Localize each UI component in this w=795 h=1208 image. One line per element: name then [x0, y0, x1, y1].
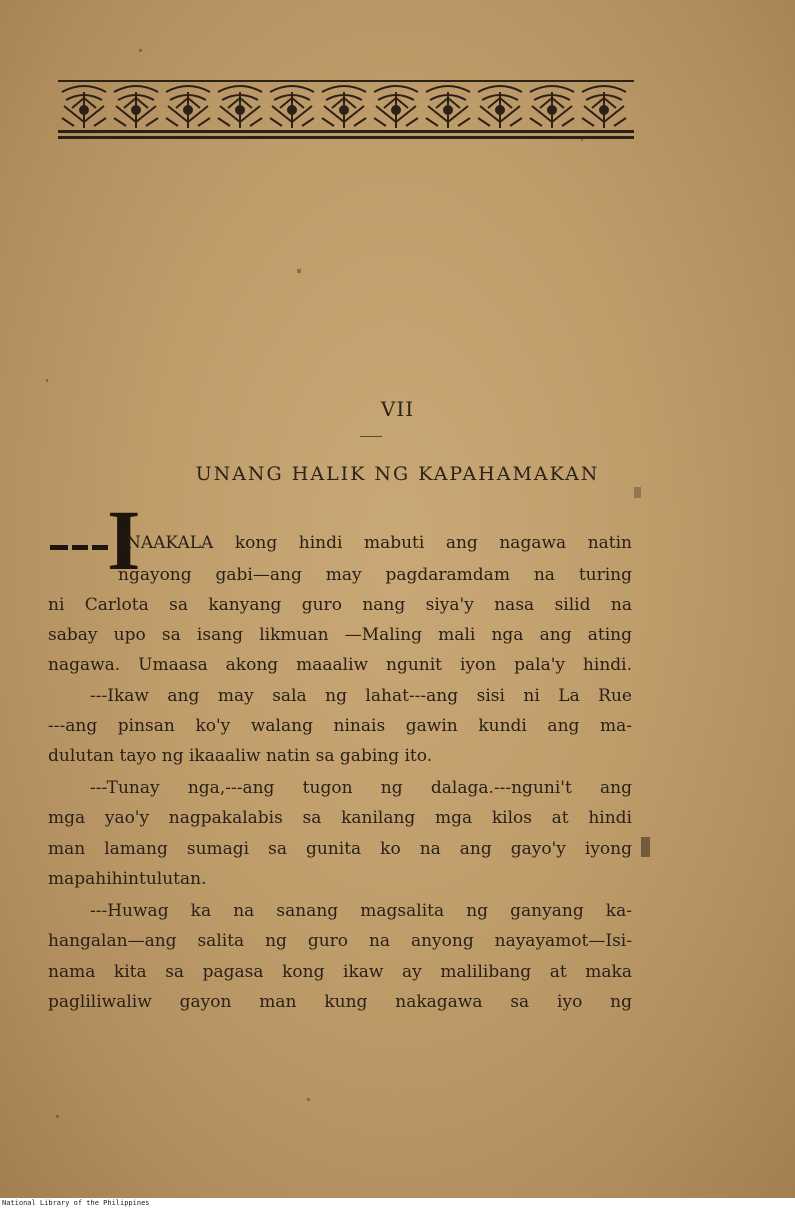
paper-speck — [634, 487, 641, 498]
drop-cap-rule — [50, 545, 68, 550]
text-line: ---Ikaw ang may sala ng lahat---ang sisi ni La Rue — [90, 686, 632, 706]
text-line: ---Tunay nga,---ang tugon ng dalaga.---nguni't ang — [90, 778, 632, 798]
text-line: pagliliwaliw gayon man kung nakagawa sa iyo ng — [48, 992, 632, 1012]
text-line: nama kita sa pagasa kong ikaw ay malilibang at maka — [48, 962, 632, 982]
text-line: ---Huwag ka na sanang magsalita ng ganyang ka- — [90, 901, 632, 921]
text-line: nagawa. Umaasa akong maaaliw ngunit iyon pala'y hindi. — [48, 655, 632, 675]
paper-speck — [641, 837, 650, 857]
text-line: man lamang sumagi sa gunita ko na ang gayo'y iyong — [48, 839, 632, 859]
paper-speck — [46, 379, 48, 382]
text-line: NAAKALA kong hindi mabuti ang nagawa natin — [126, 533, 632, 553]
paper-speck — [307, 1098, 310, 1101]
chapter-divider — [360, 436, 382, 437]
paper-speck — [297, 269, 301, 273]
chapter-number: VII — [380, 397, 415, 421]
text-line: mga yao'y nagpakalabis sa kanilang mga kilos at hindi — [48, 808, 632, 828]
paper-speck — [139, 49, 142, 52]
text-line: mapahihintulutan. — [48, 869, 207, 889]
drop-cap-rule — [72, 545, 88, 550]
drop-cap-rule — [92, 545, 108, 550]
footer-credit: National Library of the Philippines — [2, 1199, 150, 1207]
text-line: hangalan—ang salita ng guro na anyong nayayamot—Isi- — [48, 931, 632, 951]
text-line: ---ang pinsan ko'y walang ninais gawin kundi ang ma- — [48, 716, 632, 736]
text-line: ngayong gabi—ang may pagdaramdam na turing — [118, 565, 632, 585]
text-line: ni Carlota sa kanyang guro nang siya'y nasa silid na — [48, 595, 632, 615]
text-line: dulutan tayo ng ikaaaliw natin sa gabing ito. — [48, 746, 433, 766]
paper-speck — [56, 1115, 59, 1118]
chapter-title: UNANG HALIK NG KAPAHAMAKAN — [195, 463, 600, 485]
ornament-border-band — [58, 78, 634, 142]
drop-cap-letter: I — [107, 492, 141, 588]
text-line: sabay upo sa isang likmuan —Maling mali nga ang ating — [48, 625, 632, 645]
